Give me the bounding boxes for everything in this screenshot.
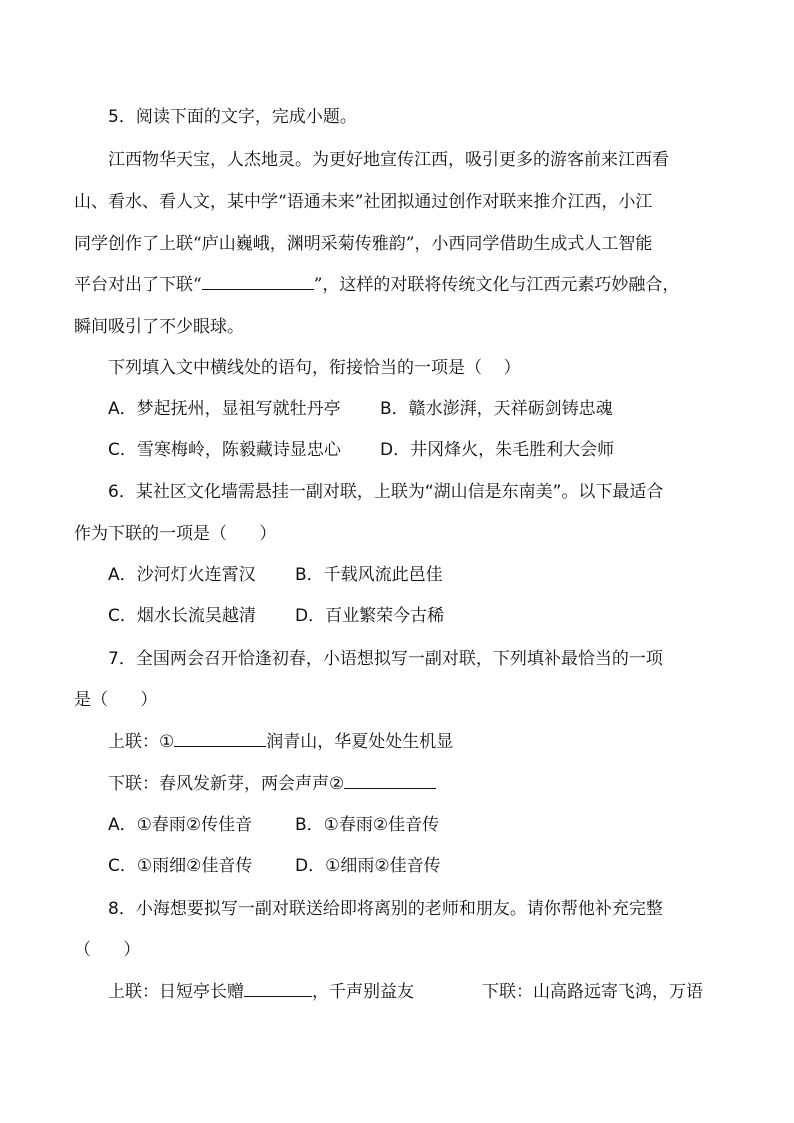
q7-line-1: 7．全国两会召开恰逢初春，小语想拟写一副对联，下列填补最恰当的一项 bbox=[108, 649, 663, 669]
q7-upper-couplet: 上联：① 润青山，华夏处处生机显 bbox=[108, 732, 454, 752]
q5-option-c[interactable]: C．雪寒梅岭，陈毅藏诗显忠心 bbox=[108, 440, 341, 460]
q7-option-b[interactable]: B．①春雨②佳音传 bbox=[295, 815, 440, 835]
q8-upper-couplet: 上联：日短亭长赠 ，千声别益友 bbox=[108, 982, 414, 1002]
q7-line-2: 是（ ） bbox=[74, 690, 158, 710]
q8-lower-couplet: 下联：山高路远寄飞鸿，万语 bbox=[482, 982, 703, 1002]
q5-option-b[interactable]: B．赣水澎湃，天祥砺剑铸忠魂 bbox=[380, 399, 613, 419]
q6-line-2: 作为下联的一项是（ ） bbox=[74, 524, 277, 544]
q5-passage-line-5: 瞬间吸引了不少眼球。 bbox=[74, 317, 244, 337]
q5-passage-line-3: 同学创作了上联“庐山巍峨，渊明采菊传雅韵”，小西同学借助生成式人工智能 bbox=[74, 234, 653, 254]
q5-option-a[interactable]: A．梦起抚州，显祖写就牡丹亭 bbox=[108, 399, 341, 419]
q5-answer-blank[interactable] bbox=[202, 275, 314, 290]
q5-option-d[interactable]: D．井冈烽火，朱毛胜利大会师 bbox=[380, 440, 615, 460]
q6-line-1: 6．某社区文化墙需悬挂一副对联，上联为“湖山信是东南美”。以下最适合 bbox=[108, 482, 664, 502]
q7-lower-couplet: 下联：春风发新芽，两会声声② bbox=[108, 773, 436, 795]
q5-passage-line-2: 山、看水、看人文，某中学“语通未来”社团拟通过创作对联来推介江西，小江 bbox=[74, 192, 653, 212]
q7-option-c[interactable]: C．①雨细②佳音传 bbox=[108, 856, 253, 876]
q5-passage-line-4: 平台对出了下联“ ”，这样的对联将传统文化与江西元素巧妙融合， bbox=[74, 275, 680, 295]
q8-line-1: 8．小海想要拟写一副对联送给即将离别的老师和朋友。请你帮他补充完整 bbox=[108, 899, 663, 919]
q8-blank-1[interactable] bbox=[244, 982, 312, 997]
q6-option-d[interactable]: D．百业繁荣今古稀 bbox=[295, 606, 445, 626]
q5-passage-line-1: 江西物华天宝，人杰地灵。为更好地宣传江西，吸引更多的游客前来江西看 bbox=[108, 150, 669, 170]
q7-blank-1[interactable] bbox=[174, 732, 266, 747]
q8-line-2: （ ） bbox=[74, 940, 141, 960]
q6-option-a[interactable]: A．沙河灯火连霄汉 bbox=[108, 565, 256, 585]
q5-stem: 下列填入文中横线处的语句，衔接恰当的一项是（ ） bbox=[108, 358, 521, 378]
q6-option-b[interactable]: B．千载风流此邑佳 bbox=[295, 565, 443, 585]
q7-option-d[interactable]: D．①细雨②佳音传 bbox=[295, 856, 441, 876]
q7-blank-2[interactable] bbox=[344, 774, 436, 789]
q7-option-a[interactable]: A．①春雨②传佳音 bbox=[108, 815, 253, 835]
q5-title: 5．阅读下面的文字，完成小题。 bbox=[108, 107, 357, 127]
q6-option-c[interactable]: C．烟水长流吴越清 bbox=[108, 606, 256, 626]
